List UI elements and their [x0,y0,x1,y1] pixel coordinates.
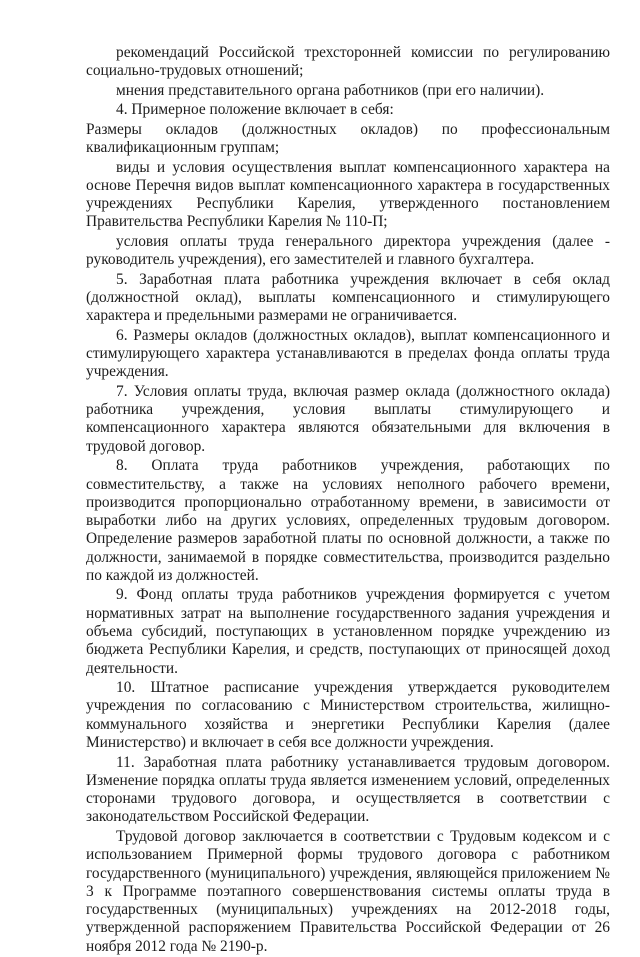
paragraph-item-9: 9. Фонд оплаты труда работников учреждения формируется с учетом нормативных затрат на выполнение государственного задания учреждения и объема субсидий, поступающих в установленном порядке учреждению из бюджета Республики Карелия, и средств, поступающих от приносящей доход деятельности. [86,586,610,677]
paragraph-item-6: 6. Размеры окладов (должностных окладов), выплат компенсационного и стимулирующего характера устанавливаются в пределах фонда оплаты труда учреждения. [86,326,610,381]
paragraph-salary-sizes: Размеры окладов (должностных окладов) по профессиональным квалификационным группам; [86,120,610,157]
paragraph-item-8: 8. Оплата труда работников учреждения, работающих по совместительству, а также на условиях неполного рабочего времени, производится пропорционально отработанному времени, в зависимости от выработки либо на других условиях, определенных трудовым договором. Определение размеров заработной платы по основной должности, а также по должности, занимаемой в порядке совместительства, производится раздельно по каждой из должностей. [86,457,610,584]
paragraph-labor-contract: Трудовой договор заключается в соответствии с Трудовым кодексом и с использованием Примерной формы трудового договора с работником государственного (муниципального) учреждения, являющейся приложением № 3 к Программе поэтапного совершенствования системы оплаты труда в государственных (муниципальных) учреждениях на 2012-2018 годы, утвержденной распоряжением Правительства Российской Федерации от 26 ноября 2012 года № 2190-р. [86,827,610,955]
paragraph-director-pay: условия оплаты труда генерального директора учреждения (далее - руководитель учреждения), его заместителей и главного бухгалтера. [86,232,610,269]
paragraph-recommendations: рекомендаций Российской трехсторонней комиссии по регулированию социально-трудовых отношений; [86,44,610,80]
paragraph-item-4: 4. Примерное положение включает в себя: [116,101,394,119]
document-body [86,44,610,957]
paragraph-item-7: 7. Условия оплаты труда, включая размер оклада (должностного оклада) работника учреждения, условия выплаты стимулирующего и компенсационного характера являются обязательными для включения в трудовой договор. [86,382,610,455]
paragraph-compensation-types: виды и условия осуществления выплат компенсационного характера на основе Перечня видов выплат компенсационного характера в государственных учреждениях Республики Карелия, утвержденного постановлением Правительства Республики Карелия № 110-П; [86,158,610,231]
paragraph-item-11: 11. Заработная плата работнику устанавливается трудовым договором. Изменение порядка оплаты труда является изменением условий, определенных сторонами трудового договора, и осуществляется в соответствии с законодательством Российской Федерации. [86,753,610,826]
paragraph-item-5: 5. Заработная плата работника учреждения включает в себя оклад (должностной оклад), выплаты компенсационного и стимулирующего характера и предельными размерами не ограничивается. [86,270,610,325]
paragraph-item-10: 10. Штатное расписание учреждения утверждается руководителем учреждения по согласованию с Министерством строительства, жилищно-коммунального хозяйства и энергетики Республики Карелия (далее Министерство) и включает в себя все должности учреждения. [86,679,610,752]
paragraph-representative-opinion: мнения представительного органа работников (при его наличии). [116,81,545,99]
